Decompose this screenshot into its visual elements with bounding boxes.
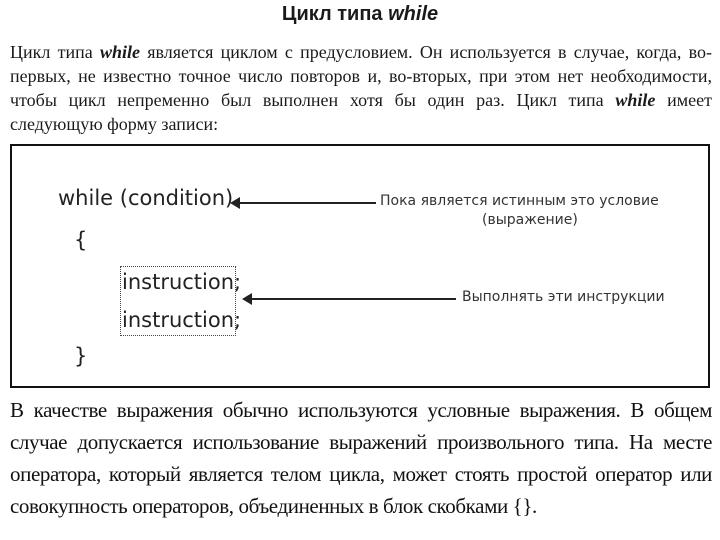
open-brace: {: [74, 228, 88, 252]
instructions-arrow: [250, 298, 456, 300]
instruction-line-2: instruction;: [122, 308, 242, 332]
condition-note-expression: (выражение): [482, 212, 578, 228]
intro-keyword-2: while: [615, 90, 656, 110]
intro-part3: имеет следующую форму записи:: [10, 90, 713, 134]
intro-part1: Цикл типа: [10, 42, 100, 62]
instruction-line-1: instruction;: [122, 270, 242, 294]
intro-paragraph: [10, 40, 712, 136]
instructions-note: Выполнять эти инструкции: [462, 289, 665, 305]
intro-keyword-1: while: [99, 42, 140, 62]
intro-part2: является циклом с предусловием. Он используется в случае, когда, во-первых, не известно точное число повторов и, во-вторых, при этом нет необходимости, чтобы цикл непременно был выполнен хотя бы один раз. Цикл типа: [10, 42, 712, 110]
condition-note: Пока является истинным это условие: [380, 193, 659, 209]
outro-paragraph: В качестве выражения обычно используются условные выражения. В общем случае допускается использование выражений произвольного типа. На месте оператора, который является телом цикла, может стоять простой оператор или совокупность операторов, объединенных в блок скобками {}.: [10, 398, 712, 518]
while-syntax-diagram: [10, 144, 710, 388]
title-keyword: while: [388, 3, 439, 25]
page-title: [0, 3, 720, 26]
condition-arrow: [238, 202, 376, 204]
close-brace: }: [74, 344, 88, 368]
title-prefix: Цикл типа: [281, 3, 389, 25]
while-header-code: while (condition): [58, 186, 234, 210]
